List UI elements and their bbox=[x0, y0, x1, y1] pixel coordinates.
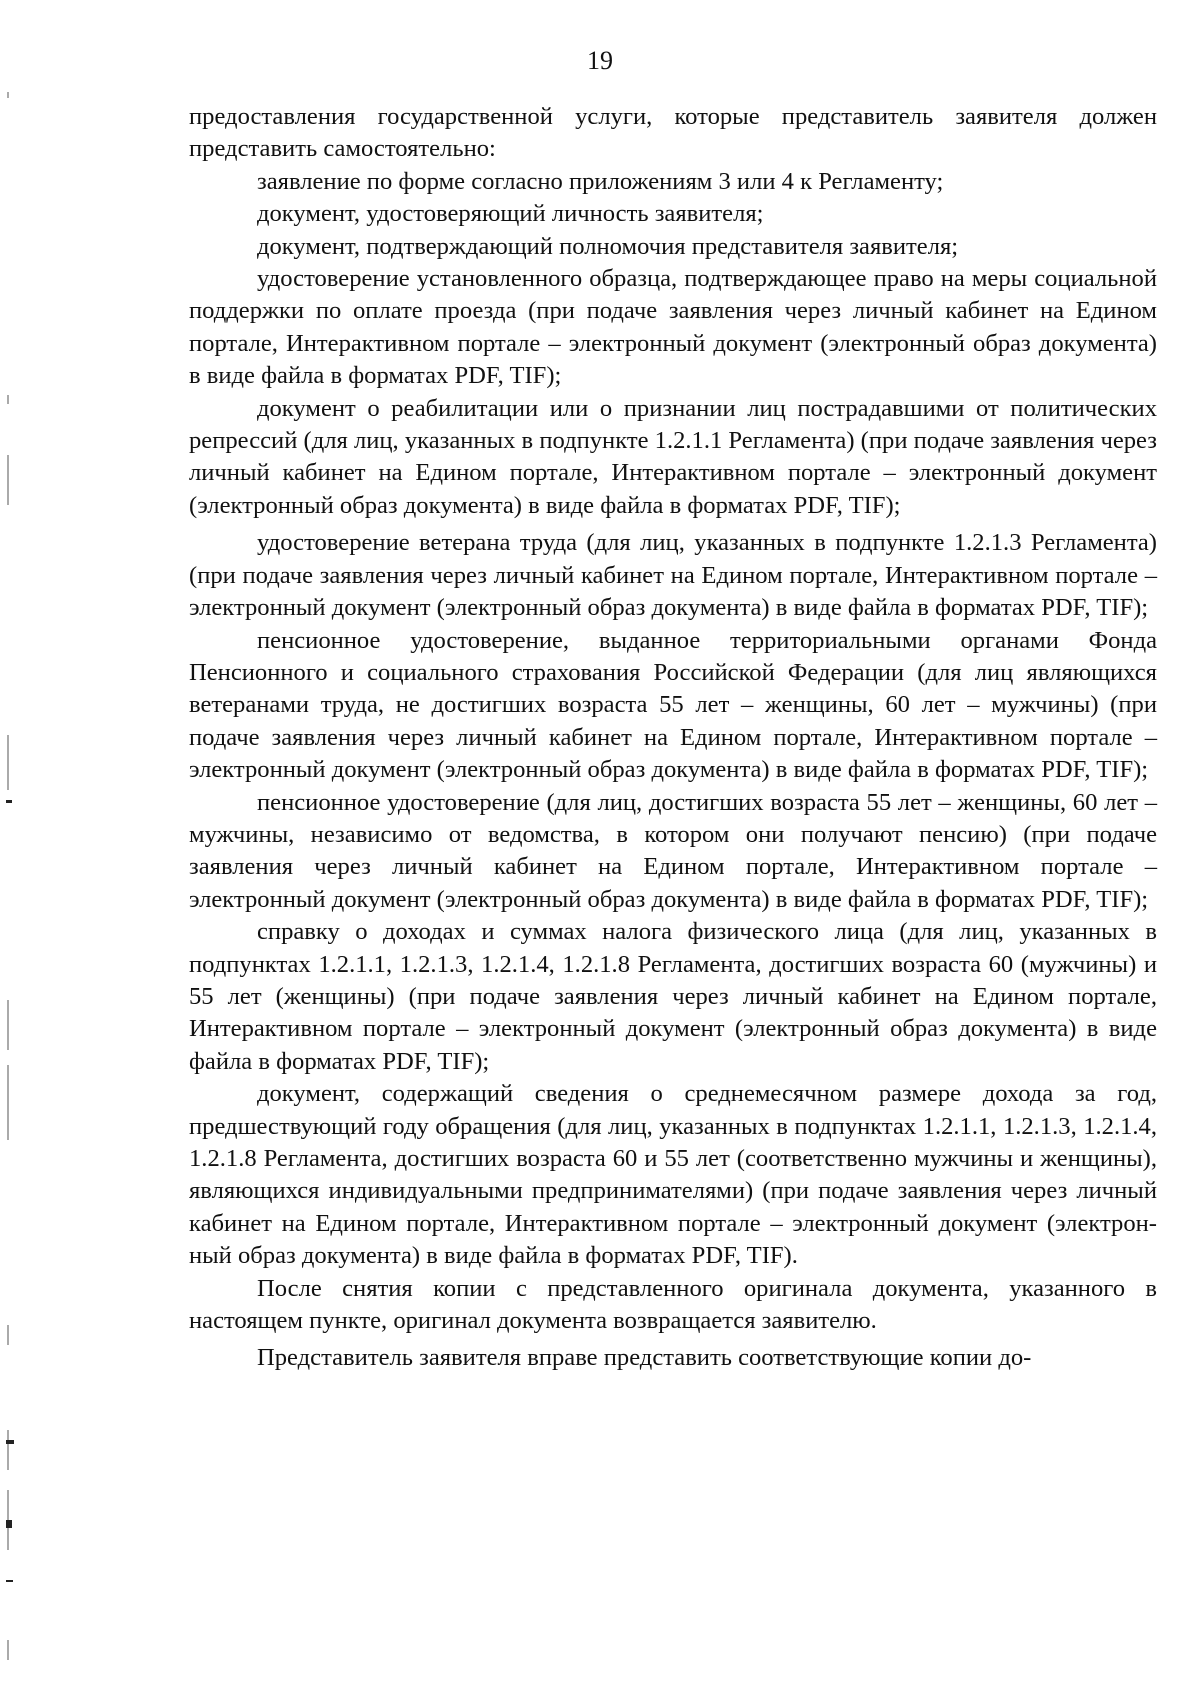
paragraph: документ, содержащий сведения о среднемесячном размере дохода за год, предшествующий году обращения (для лиц, указанных в подпунктах 1.2.1.1, 1.2.1.3, 1.2.1.4, 1.2.1.8 Регламента, достигших возраста 60 и 55 лет (соответственно мужчины и женщины), являющихся индивидуальными предпринимателями) (при подаче заявления через личный кабинет на Едином портале, Интерактивном портале – электронный документ (электронный образ документа) в виде файла в форматах PDF, TIF). bbox=[189, 1080, 1157, 1270]
paragraph: документ, удостоверяющий личность заявителя; bbox=[257, 200, 764, 228]
paragraph: удостоверение ветерана труда (для лиц, указанных в подпункте 1.2.1.3 Регламента) (при подаче заявления через личный кабинет на Едином портале, Интерактивном портале – электронный документ (электронный образ документа) в виде файла в форматах PDF, TIF); bbox=[189, 529, 1157, 622]
scan-edge-artifacts bbox=[6, 0, 22, 1697]
page-number: 19 bbox=[587, 46, 613, 75]
paragraph: документ, подтверждающий полномочия представителя заявителя; bbox=[257, 232, 959, 260]
paragraph: пенсионное удостоверение (для лиц, достигших возраста 55 лет – женщины, 60 лет – мужчины, независимо от ведомства, в котором они получают пенсию) (при подаче заявления через личный кабинет на Едином портале, Интерактивном портале – электронный документ (электронный образ документа) в виде файла в форматах PDF, TIF); bbox=[189, 788, 1157, 913]
paragraph: документ о реабилитации или о признании лиц пострадавшими от политических репрессий (для лиц, указанных в подпункте 1.2.1.1 Регламента) (при подаче заявления через личный кабинет на Едином портале, Интерактивном портале – электронный документ (электронный образ документа) в виде файла в форматах PDF, TIF); bbox=[189, 394, 1157, 519]
paragraph: справку о доходах и суммах налога физического лица (для лиц, указанных в подпунктах 1.2.1.1, 1.2.1.3, 1.2.1.4, 1.2.1.8 Регламента, достигших возраста 60 (мужчины) и 55 лет (женщины) (при подаче заявления через личный кабинет на Едином портале, Интерактивном портале – электронный документ (электронный образ документа) в виде файла в форматах PDF, TIF); bbox=[189, 918, 1157, 1075]
paragraph: После снятия копии с представленного оригинала документа, указанного в настоящем пункте, оригинал документа возвращается заявителю. bbox=[189, 1274, 1157, 1335]
paragraph: удостоверение установленного образца, подтверждающее право на меры социальной поддержки по оплате проезда (при подаче заявления через личный кабинет на Едином портале, Интерактивном портале – электронный документ (электронный образ документа) в виде файла в форматах PDF, TIF); bbox=[189, 265, 1157, 390]
paragraph: предоставления государственной услуги, которые представитель заявителя должен представить самостоятельно: bbox=[189, 103, 1157, 163]
document-body bbox=[189, 101, 1157, 1375]
paragraph: пенсионное удостоверение, выданное территориальными органами Фонда Пенсионного и социального страхования Российской Федерации (для лиц являющихся ветеранами труда, не достигших возраста 55 лет – женщины, 60 лет – мужчины) (при подаче заявления через личный кабинет на Едином портале, Интерактивном портале – электронный документ (электронный образ документа) в виде файла в форматах PDF, TIF); bbox=[189, 626, 1157, 784]
paragraph: заявление по форме согласно приложениям 3 или 4 к Регламенту; bbox=[257, 167, 944, 195]
paragraph: Представитель заявителя вправе представить соответствующие копии до- bbox=[257, 1344, 1032, 1372]
